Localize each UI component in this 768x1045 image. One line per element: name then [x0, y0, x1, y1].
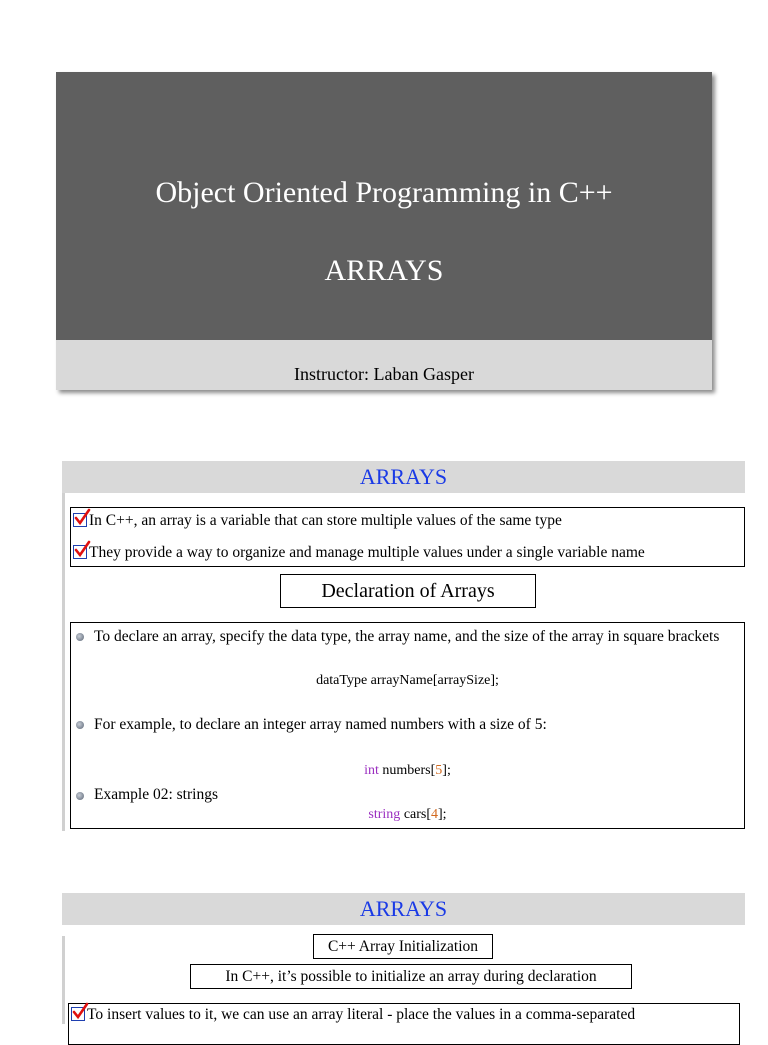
definition-box — [70, 507, 745, 567]
check-item — [73, 544, 645, 562]
bullet-icon — [76, 792, 84, 800]
check-text: In C++, an array is a variable that can store multiple values of the same type — [89, 512, 562, 529]
slide2-header: ARRAYS — [62, 461, 745, 493]
check-text: To insert values to it, we can use an array literal - place the values in a comma-separated — [87, 1006, 636, 1023]
bullet-text: Example 02: strings — [94, 786, 218, 803]
literal-box — [68, 1003, 740, 1045]
code-number: 5 — [435, 763, 443, 778]
syntax-line: dataType arrayName[arraySize]; — [316, 673, 499, 688]
code-end: ]; — [442, 763, 451, 778]
checkbox-icon — [71, 1007, 85, 1021]
code-end: ]; — [438, 807, 447, 822]
title-panel — [56, 72, 712, 340]
code-number: 4 — [431, 807, 439, 822]
section-title: Declaration of Arrays — [280, 574, 536, 608]
declaration-box — [70, 622, 745, 829]
check-item — [73, 512, 562, 530]
checkbox-icon — [73, 545, 87, 559]
title-slide — [56, 72, 712, 390]
code-line — [71, 807, 744, 823]
code-line — [71, 763, 744, 779]
check-text: They provide a way to organize and manage multiple values under a single variable name — [89, 544, 645, 561]
title-footer — [56, 340, 712, 390]
bullet-text: For example, to declare an integer array named numbers with a size of 5: — [94, 716, 547, 733]
bullet-text: To declare an array, specify the data type, the array name, and the size of the array in square brackets — [94, 628, 720, 645]
presentation-title: Object Oriented Programming in C++ — [155, 176, 613, 209]
slide2-left-rule — [62, 493, 65, 831]
bullet-icon — [76, 721, 84, 729]
code-keyword: int — [364, 763, 379, 778]
slide3-header: ARRAYS — [62, 893, 745, 925]
presentation-subtitle: ARRAYS — [324, 254, 444, 287]
initialization-subtitle: In C++, it’s possible to initialize an array during declaration — [190, 964, 632, 989]
initialization-title: C++ Array Initialization — [313, 934, 493, 959]
code-keyword: string — [368, 807, 401, 822]
slide3-left-rule — [62, 936, 65, 1024]
code-identifier: cars[ — [400, 807, 432, 822]
checkbox-icon — [73, 513, 87, 527]
instructor-name: Instructor: Laban Gasper — [294, 364, 474, 384]
bullet-icon — [76, 633, 84, 641]
code-identifier: numbers[ — [378, 763, 436, 778]
check-item — [71, 1006, 635, 1024]
